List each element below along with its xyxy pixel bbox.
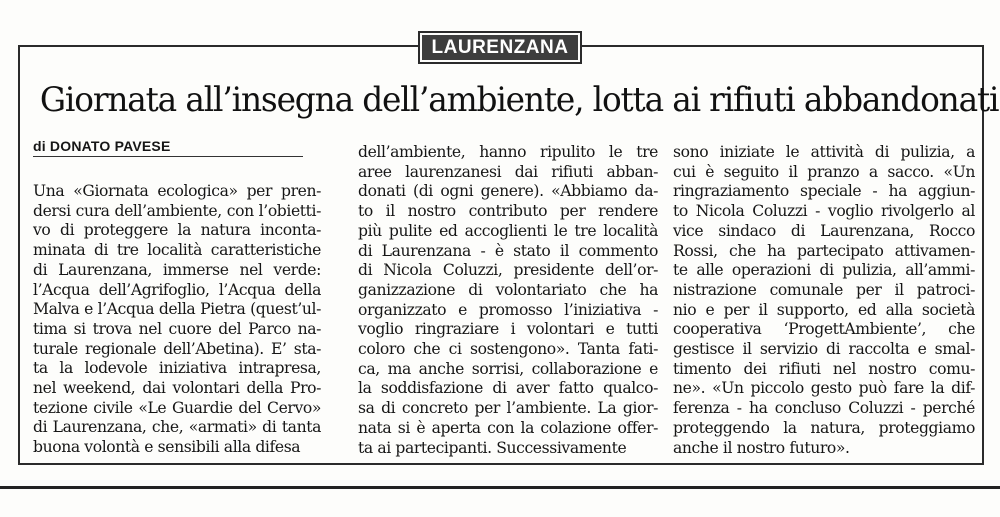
text-line: buona volontà e sensibili alla difesa [33, 438, 301, 457]
text-line: timento dei rifiuti nel nostro comu- [673, 359, 975, 378]
text-line: aree laurenzanesi dai rifiuti abban- [358, 162, 658, 181]
text-line: tima si trova nel cuore del Parco na- [33, 319, 321, 338]
text-line: di Nicola Coluzzi, presidente dell’or- [358, 261, 658, 280]
text-line: Malva e l’Acqua della Pietra (quest’ul- [33, 300, 321, 319]
text-line: ca, ma anche sorrisi, collaborazione e [358, 359, 658, 378]
text-line: Una «Giornata ecologica» per pren- [33, 182, 321, 200]
text-line: la soddisfazione di aver fatto qualco- [358, 379, 658, 398]
text-line: cui è seguito il pranzo a sacco. «Un [673, 162, 975, 181]
text-line: dell’ambiente, hanno ripulito le tre [358, 143, 658, 161]
byline: di DONATO PAVESE [33, 138, 303, 157]
headline [22, 78, 999, 122]
text-line: cooperativa ‘ProgettAmbiente’, che [673, 320, 975, 339]
text-line: dersi cura dell’ambiente, con l’obietti- [33, 201, 321, 220]
text-line: sa di concreto per l’ambiente. La gior- [358, 399, 658, 418]
text-line: minata di tre località caratteristiche [33, 241, 321, 260]
text-line: voglio ringraziare i volontari e tutti [358, 320, 658, 339]
column-2 [358, 143, 658, 458]
bottom-rule [0, 486, 1000, 489]
text-line: vo di proteggere la natura inconta- [33, 221, 321, 240]
text-line: ringraziamento speciale - ha aggiun- [673, 182, 975, 201]
text-line: più pulite ed accoglienti le tre località [358, 221, 658, 240]
text-line: to Nicola Coluzzi - voglio rivolgerlo al [673, 202, 975, 221]
text-line: ne». «Un piccolo gesto può fare la dif- [673, 379, 975, 398]
column-1 [33, 182, 321, 458]
text-line: ta la lodevole iniziativa intrapresa, [33, 359, 321, 378]
text-line: l’Acqua dell’Agrifoglio, l’Acqua della [33, 280, 321, 299]
text-line: organizzato e promosso l’iniziativa - [358, 300, 658, 319]
text-line: Rossi, che ha partecipato attivamen- [673, 241, 975, 260]
text-line: vice sindaco di Laurenzana, Rocco [673, 221, 975, 240]
text-line: nistrazione comunale per il patroci- [673, 280, 975, 299]
text-line: di Laurenzana, che, «armati» di tanta [33, 418, 321, 437]
text-line: turale regionale dell’Abetina). E’ sta- [33, 339, 321, 358]
text-line: di Laurenzana, immerse nel verde: [33, 260, 321, 279]
text-line: ganizzazione di volontariato che ha [358, 280, 658, 299]
section-tag: LAURENZANA [420, 33, 581, 62]
text-line: coloro che ci sostengono». Tanta fati- [358, 340, 658, 359]
text-line: di Laurenzana - è stato il commento [358, 241, 658, 260]
text-line: donati (di ogni genere). «Abbiamo da- [358, 182, 658, 201]
text-line: sono iniziate le attività di pulizia, a [673, 143, 975, 161]
text-line: te alle operazioni di pulizia, all’ammi- [673, 261, 975, 280]
column-3 [673, 143, 975, 458]
text-line: ta ai partecipanti. Successivamente [358, 438, 627, 457]
text-line: gestisce il servizio di raccolta e smal- [673, 340, 975, 359]
text-line: ferenza - ha concluso Coluzzi - perché [673, 399, 975, 418]
text-line: nata si è aperta con la colazione offer- [358, 418, 658, 437]
section-tag-wrap [0, 33, 1000, 62]
text-line: anche il nostro futuro». [673, 438, 850, 457]
headline-text: Giornata all’insegna dell’ambiente, lotta ai rifiuti abbandonati [39, 80, 999, 120]
text-line: nio e per il supporto, ed alla società [673, 300, 975, 319]
text-line: nel weekend, dai volontari della Pro- [33, 379, 321, 398]
text-line: proteggendo la natura, proteggiamo [673, 418, 975, 437]
text-line: to il nostro contributo per rendere [358, 202, 658, 221]
text-line: tezione civile «Le Guardie del Cervo» [33, 398, 321, 417]
